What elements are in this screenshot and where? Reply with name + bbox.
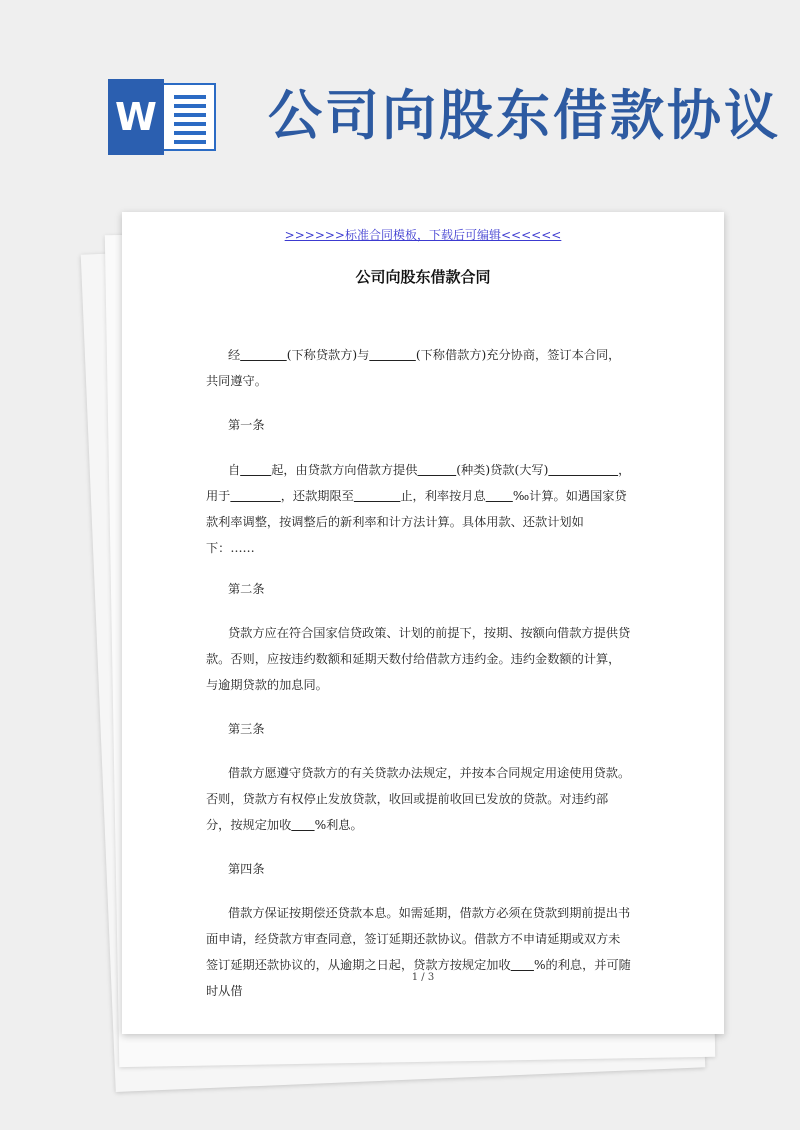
intro-paragraph: 经 (下称贷款方)与 (下称借款方)充分协商，签订本合同，共同遵守。	[206, 348, 621, 388]
document-title: 公司向股东借款合同	[355, 268, 491, 286]
lender-name-blank[interactable]	[240, 348, 287, 362]
article-3-body: 借款方愿遵守贷款方的有关贷款办法规定，并按本合同规定用途使用贷款。否则，贷款方有权停止发放贷款，收回或提前收回已发放的贷款。对违约部分，按规定加收 %利息。	[206, 766, 631, 832]
page-title: 公司向股东借款协议	[268, 84, 781, 147]
borrower-name-blank[interactable]	[369, 348, 416, 362]
start-date-blank[interactable]	[240, 463, 271, 477]
article-2-body: 贷款方应在符合国家信贷政策、计划的前提下，按期、按额向借款方提供贷款。否则，应按违约数额和延期天数付给借款方违约金。违约金数额的计算，与逾期贷款的加息同。	[206, 626, 631, 692]
template-download-link[interactable]: >>>>>>标准合同模板，下载后可编辑<<<<<<	[284, 228, 562, 242]
article-1-heading: 第一条	[228, 418, 265, 432]
loan-purpose-blank[interactable]	[230, 489, 280, 503]
article-3-heading: 第三条	[228, 722, 265, 736]
article-4-heading: 第四条	[228, 862, 265, 876]
word-logo-letter: W	[108, 79, 164, 155]
article-4-body: 借款方保证按期偿还贷款本息。如需延期，借款方必须在贷款到期前提出书面申请，经贷款方审查同意，签订延期还款协议。借款方不申请延期或双方未签订延期还款协议的，从逾期之日起，贷款方按规定加收 %的利息，并可随时从借	[206, 906, 631, 998]
repayment-deadline-blank[interactable]	[354, 489, 401, 503]
amount-uppercase-blank[interactable]	[548, 463, 618, 477]
word-document-icon	[108, 79, 216, 155]
loan-type-blank[interactable]	[417, 463, 456, 477]
penalty-interest-blank[interactable]	[291, 818, 314, 832]
page-number: 1 / 3	[411, 972, 435, 983]
document-page	[122, 212, 724, 1034]
article-1-body: 自 起，由贷款方向借款方提供 (种类)贷款(大写) ，用于 ，还款期限至 止，利率按月息 ‰计算。如遇国家贷款利率调整，按调整后的新利率和计方法计算。具体用款、还款计划如下：……	[206, 463, 631, 555]
article-2-heading: 第二条	[228, 582, 265, 596]
overdue-interest-blank[interactable]	[511, 958, 534, 972]
monthly-rate-blank[interactable]	[486, 489, 513, 503]
